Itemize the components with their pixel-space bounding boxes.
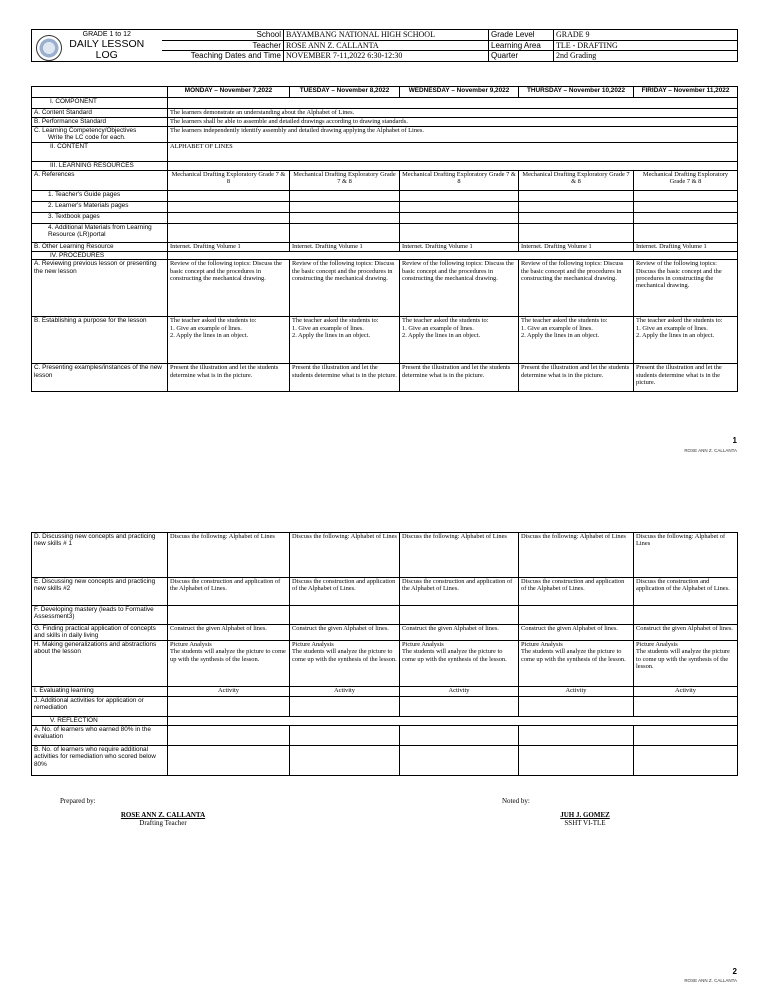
noted-by-block	[545, 811, 625, 827]
quarter-label: Quarter	[489, 51, 554, 62]
grade-label: Grade Level	[489, 30, 554, 41]
empty-cell	[634, 191, 738, 202]
proc-d-friday: Discuss the following: Alphabet of Lines	[634, 533, 738, 578]
quarter-value: 2nd Grading	[554, 51, 738, 62]
lesson-table-page-1	[31, 86, 738, 392]
empty-cell	[290, 606, 400, 625]
proc-h-wednesday	[400, 641, 519, 687]
day-friday: FIRIDAY – November 11,2022	[634, 87, 738, 98]
empty-cell	[168, 162, 738, 171]
proc-j-label: J. Additional activities for application or remediation	[32, 697, 168, 717]
empty-cell	[634, 746, 738, 776]
day-monday: MONDAY – November 7,2022	[168, 87, 290, 98]
proc-b-monday	[168, 317, 290, 364]
proc-e-wednesday: Discuss the construction and application of the Alphabet of Lines.	[400, 578, 519, 606]
empty-cell	[634, 697, 738, 717]
ph-line1: Picture Analysis	[521, 641, 563, 648]
ph-line2: The students will analyze the picture to come up with the synthesis of the lesson.	[521, 648, 626, 663]
reference-friday: Mechanical Drafting Exploratory Grade 7 & 8	[634, 171, 738, 191]
pb-line3: 2. Apply the lines in an object.	[521, 331, 600, 339]
empty-cell	[168, 606, 290, 625]
pb-line2: 1. Give an example of lines.	[521, 324, 593, 332]
page-number-2: 2	[732, 967, 737, 976]
dates-value: NOVEMBER 7-11,2022 6:30-12:30	[284, 51, 489, 62]
day-tuesday: TUESDAY – November 8,2022	[290, 87, 400, 98]
empty-cell	[168, 202, 290, 213]
proc-h-tuesday	[290, 641, 400, 687]
proc-e-monday: Discuss the construction and application of the Alphabet of Lines.	[168, 578, 290, 606]
proc-h-monday	[168, 641, 290, 687]
ph-line2: The students will analyze the picture to come up with the synthesis of the lesson.	[402, 648, 507, 663]
proc-a-friday: Review of the following topics: Discuss the basic concept and the procedures in constructing the mechanical drawing.	[634, 260, 738, 317]
empty-cell	[519, 202, 634, 213]
page-number-1: 1	[732, 436, 737, 445]
dates-label: Teaching Dates and Time	[162, 51, 284, 62]
pb-line1: The teacher asked the students to:	[292, 317, 379, 325]
prepared-role: Drafting Teacher	[139, 819, 187, 827]
reference-monday: Mechanical Drafting Exploratory Grade 7 & 8	[168, 171, 290, 191]
proc-i-tuesday: Activity	[290, 687, 400, 697]
empty-cell	[168, 213, 290, 224]
empty-cell	[168, 191, 290, 202]
pb-line2: 1. Give an example of lines.	[402, 324, 474, 332]
empty-cell	[519, 697, 634, 717]
empty-cell	[168, 224, 290, 243]
proc-e-thursday: Discuss the construction and application of the Alphabet of Lines.	[519, 578, 634, 606]
proc-c-tuesday: Present the illustration and let the students determine what is in the picture.	[290, 364, 400, 392]
proc-b-wednesday	[400, 317, 519, 364]
proc-a-tuesday: Review of the following topics: Discuss the basic concept and the procedures in constructing the mechanical drawing.	[290, 260, 400, 317]
component-heading: I. COMPONENT	[32, 98, 168, 109]
olr-label: B. Other Learning Resource	[32, 243, 168, 252]
proc-b-tuesday	[290, 317, 400, 364]
prepared-by-block	[118, 811, 208, 827]
proc-e-friday: Discuss the construction and application of the Alphabet of Lines.	[634, 578, 738, 606]
proc-b-friday	[634, 317, 738, 364]
empty-cell	[519, 191, 634, 202]
proc-h-friday	[634, 641, 738, 687]
page-owner-1: ROSE ANN Z. CALLANTA	[684, 448, 737, 453]
content-value: ALPHABET OF LINES	[168, 143, 738, 162]
olr-wednesday: Internet. Drafting Volume 1	[400, 243, 519, 252]
area-label: Learning Area	[489, 40, 554, 51]
proc-a-thursday: Review of the following topics: Discuss the basic concept and the procedures in constructing the mechanical drawing.	[519, 260, 634, 317]
proc-c-friday: Present the illustration and let the students determine what is in the picture.	[634, 364, 738, 392]
noted-by-label: Noted by:	[502, 797, 530, 805]
proc-b-label: B. Establishing a purpose for the lesson	[32, 317, 168, 364]
competency-label	[32, 127, 168, 143]
proc-i-friday: Activity	[634, 687, 738, 697]
performance-standard-label: B. Performance Standard	[32, 118, 168, 127]
empty-cell	[634, 606, 738, 625]
ph-line2: The students will analyze the picture to come up with the synthesis of the lesson.	[170, 648, 286, 663]
pb-line1: The teacher asked the students to:	[402, 317, 489, 325]
reference-wednesday: Mechanical Drafting Exploratory Grade 7 & 8	[400, 171, 519, 191]
header-title-cell	[32, 30, 162, 62]
reflection-label: V. REFLECTION	[32, 717, 168, 726]
proc-i-thursday: Activity	[519, 687, 634, 697]
header-table	[31, 29, 738, 62]
empty-cell	[400, 202, 519, 213]
proc-g-tuesday: Construct the given Alphabet of lines.	[290, 625, 400, 641]
content-standard-label: A. Content Standard	[32, 109, 168, 118]
title-big-1: DAILY LESSON	[69, 38, 145, 50]
proc-h-thursday	[519, 641, 634, 687]
proc-d-monday: Discuss the following: Alphabet of Lines	[168, 533, 290, 578]
empty-cell	[290, 202, 400, 213]
prepared-name: ROSE ANN Z. CALLANTA	[120, 811, 206, 819]
proc-c-thursday: Present the illustration and let the students determine what is in the picture.	[519, 364, 634, 392]
proc-e-label: E. Discussing new concepts and practicing new skills #2	[32, 578, 168, 606]
content-standard-value: The learners demonstrate an understanding about the Alphabet of Lines.	[168, 109, 738, 118]
lm-label: 2. Learner's Materials pages	[32, 202, 168, 213]
empty-cell	[168, 746, 290, 776]
pb-line2: 1. Give an example of lines.	[292, 324, 364, 332]
proc-g-thursday: Construct the given Alphabet of lines.	[519, 625, 634, 641]
proc-a-label: A. Reviewing previous lesson or presenting the new lesson	[32, 260, 168, 317]
olr-monday: Internet. Drafting Volume 1	[168, 243, 290, 252]
empty-cell	[168, 697, 290, 717]
reference-thursday: Mechanical Drafting Exploratory Grade 7 & 8	[519, 171, 634, 191]
empty-cell	[634, 202, 738, 213]
proc-g-label: G. Finding practical application of concepts and skills in daily living	[32, 625, 168, 641]
area-value: TLE - DRAFTING	[554, 40, 738, 51]
ph-line1: Picture Analysis	[292, 641, 334, 648]
lesson-table-page-2	[31, 532, 738, 776]
corner-cell	[32, 87, 168, 98]
proc-d-label: D. Discussing new concepts and practicing new skills # 1	[32, 533, 168, 578]
proc-i-monday: Activity	[168, 687, 290, 697]
procedures-label: IV. PROCEDURES	[32, 252, 168, 260]
proc-d-thursday: Discuss the following: Alphabet of Lines	[519, 533, 634, 578]
competency-value: The learners independently identify assembly and detailed drawing applying the Alphabet of Lines.	[168, 127, 738, 143]
proc-d-tuesday: Discuss the following: Alphabet of Lines	[290, 533, 400, 578]
ph-line2: The students will analyze the picture to come up with the synthesis of the lesson.	[636, 648, 730, 670]
reference-tuesday: Mechanical Drafting Exploratory Grade 7 & 8	[290, 171, 400, 191]
empty-cell	[290, 224, 400, 243]
empty-cell	[519, 224, 634, 243]
page-owner-2: ROSE ANN Z. CALLANTA	[684, 978, 737, 983]
pb-line2: 1. Give an example of lines.	[636, 324, 708, 332]
resources-label: III. LEARNING RESOURCES	[32, 162, 168, 171]
empty-cell	[290, 213, 400, 224]
proc-a-wednesday: Review of the following topics: Discuss the basic concept and the procedures in constructing the mechanical drawing.	[400, 260, 519, 317]
proc-e-tuesday: Discuss the construction and application of the Alphabet of Lines.	[290, 578, 400, 606]
empty-cell	[519, 726, 634, 746]
pb-line3: 2. Apply the lines in an object.	[292, 331, 371, 339]
olr-thursday: Internet. Drafting Volume 1	[519, 243, 634, 252]
proc-a-monday: Review of the following topics: Discuss the basic concept and the procedures in constructing the mechanical drawing.	[168, 260, 290, 317]
empty-cell	[634, 213, 738, 224]
empty-cell	[400, 726, 519, 746]
empty-cell	[400, 191, 519, 202]
empty-cell	[168, 717, 738, 726]
proc-g-wednesday: Construct the given Alphabet of lines.	[400, 625, 519, 641]
empty-cell	[519, 213, 634, 224]
empty-cell	[290, 191, 400, 202]
empty-cell	[400, 697, 519, 717]
deped-seal-icon	[36, 35, 62, 61]
content-label: II. CONTENT	[32, 143, 168, 162]
empty-cell	[290, 746, 400, 776]
day-thursday: THURSDAY – November 10,2022	[519, 87, 634, 98]
empty-cell	[400, 224, 519, 243]
pb-line3: 2. Apply the lines in an object.	[402, 331, 481, 339]
ph-line1: Picture Analysis	[170, 641, 212, 648]
proc-i-label: I. Evaluating learning	[32, 687, 168, 697]
title-big-2: LOG	[95, 49, 118, 61]
noted-name: JUH J. GOMEZ	[560, 811, 610, 819]
ph-line1: Picture Analysis	[402, 641, 444, 648]
teacher-value: ROSE ANN Z. CALLANTA	[284, 40, 489, 51]
olr-tuesday: Internet. Drafting Volume 1	[290, 243, 400, 252]
reflection-b-label: B. No. of learners who require additional activities for remediation who scored below 80%	[32, 746, 168, 776]
proc-b-thursday	[519, 317, 634, 364]
prepared-by-label: Prepared by:	[60, 797, 96, 805]
empty-cell	[400, 746, 519, 776]
olr-friday: Internet. Drafting Volume 1	[634, 243, 738, 252]
school-label: School	[162, 30, 284, 41]
proc-d-wednesday: Discuss the following: Alphabet of Lines	[400, 533, 519, 578]
proc-f-label: F. Developing mastery (leads to Formative Assessment3)	[32, 606, 168, 625]
ph-line1: Picture Analysis	[636, 641, 678, 648]
teacher-label: Teacher	[162, 40, 284, 51]
proc-c-monday: Present the illustration and let the students determine what is in the picture.	[168, 364, 290, 392]
empty-cell	[400, 213, 519, 224]
empty-cell	[634, 726, 738, 746]
references-label: A. References	[32, 171, 168, 191]
noted-role: SSHT VI-TLE	[564, 819, 606, 827]
empty-cell	[519, 746, 634, 776]
proc-c-label: C. Presenting examples/instances of the new lesson	[32, 364, 168, 392]
empty-cell	[634, 224, 738, 243]
pb-line1: The teacher asked the students to:	[521, 317, 608, 325]
reflection-a-label: A. No. of learners who earned 80% in the evaluation	[32, 726, 168, 746]
ph-line2: The students will analyze the picture to come up with the synthesis of the lesson.	[292, 648, 397, 663]
empty-cell	[168, 252, 738, 260]
school-value: BAYAMBANG NATIONAL HIGH SCHOOL	[284, 30, 489, 41]
competency-sublabel: Write the LC code for each.	[48, 134, 126, 142]
proc-c-wednesday: Present the illustration and let the students determine what is in the picture.	[400, 364, 519, 392]
empty-cell	[290, 726, 400, 746]
proc-g-friday: Construct the given Alphabet of lines.	[634, 625, 738, 641]
day-wednesday: WEDNESDAY – November 9,2022	[400, 87, 519, 98]
am-label: 4. Additional Materials from Learning Resource (LR)portal	[32, 224, 168, 243]
pb-line1: The teacher asked the students to:	[170, 317, 257, 325]
performance-standard-value: The learners shall be able to assemble and detailed drawings according to drawing standards.	[168, 118, 738, 127]
empty-cell	[400, 606, 519, 625]
grade-value: GRADE 9	[554, 30, 738, 41]
tg-label: 1. Teacher's Guide pages	[32, 191, 168, 202]
competency-label-text: C. Learning Competency/Objectives	[34, 127, 137, 134]
tb-label: 3. Textbook pages	[32, 213, 168, 224]
empty-cell	[168, 726, 290, 746]
proc-i-wednesday: Activity	[400, 687, 519, 697]
proc-h-label: H. Making generalizations and abstractions about the lesson	[32, 641, 168, 687]
empty-cell	[168, 98, 738, 109]
pb-line3: 2. Apply the lines in an object.	[170, 331, 249, 339]
pb-line1: The teacher asked the students to:	[636, 317, 723, 325]
empty-cell	[519, 606, 634, 625]
proc-g-monday: Construct the given Alphabet of lines.	[168, 625, 290, 641]
empty-cell	[290, 697, 400, 717]
pb-line2: 1. Give an example of lines.	[170, 324, 242, 332]
pb-line3: 2. Apply the lines in an object.	[636, 331, 715, 339]
title-small: GRADE 1 to 12	[82, 31, 131, 38]
